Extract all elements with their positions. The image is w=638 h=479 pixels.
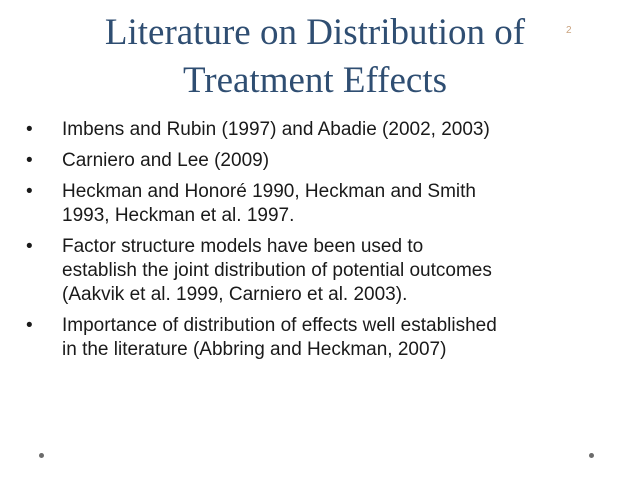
bullet-item [26,180,626,228]
bullet-marker: • [26,236,33,257]
bullet-marker: • [26,181,33,202]
bullet-text-line: Importance of distribution of effects well established [62,315,497,336]
bullet-text-line: (Aakvik et al. 1999, Carniero et al. 2003). [62,284,408,305]
bullet-item [26,149,626,173]
bullet-marker: • [26,119,33,140]
bullet-text-line: 1993, Heckman et al. 1997. [62,205,295,226]
bullet-item [26,235,626,307]
bullet-text-line: Carniero and Lee (2009) [62,150,270,171]
bullet-text-line: Imbens and Rubin (1997) and Abadie (2002, 2003) [62,119,490,140]
bullet-text-line: in the literature (Abbring and Heckman, 2007) [62,339,447,360]
bullet-marker: • [26,150,33,171]
bullet-item [26,118,626,142]
bullet-list [26,118,626,369]
decor-dot-right [589,453,594,458]
slide-title-line-2: Treatment Effects [182,60,448,101]
bullet-text-line: Factor structure models have been used to [62,236,424,257]
slide-title [55,9,575,105]
decor-dot-left [39,453,44,458]
bullet-marker: • [26,315,33,336]
bullet-text-line: establish the joint distribution of potential outcomes [62,260,492,281]
slide-title-line-1: Literature on Distribution of [104,12,526,53]
slide-number: 2 [566,25,572,36]
bullet-item [26,314,626,362]
bullet-text-line: Heckman and Honoré 1990, Heckman and Smith [62,181,477,202]
